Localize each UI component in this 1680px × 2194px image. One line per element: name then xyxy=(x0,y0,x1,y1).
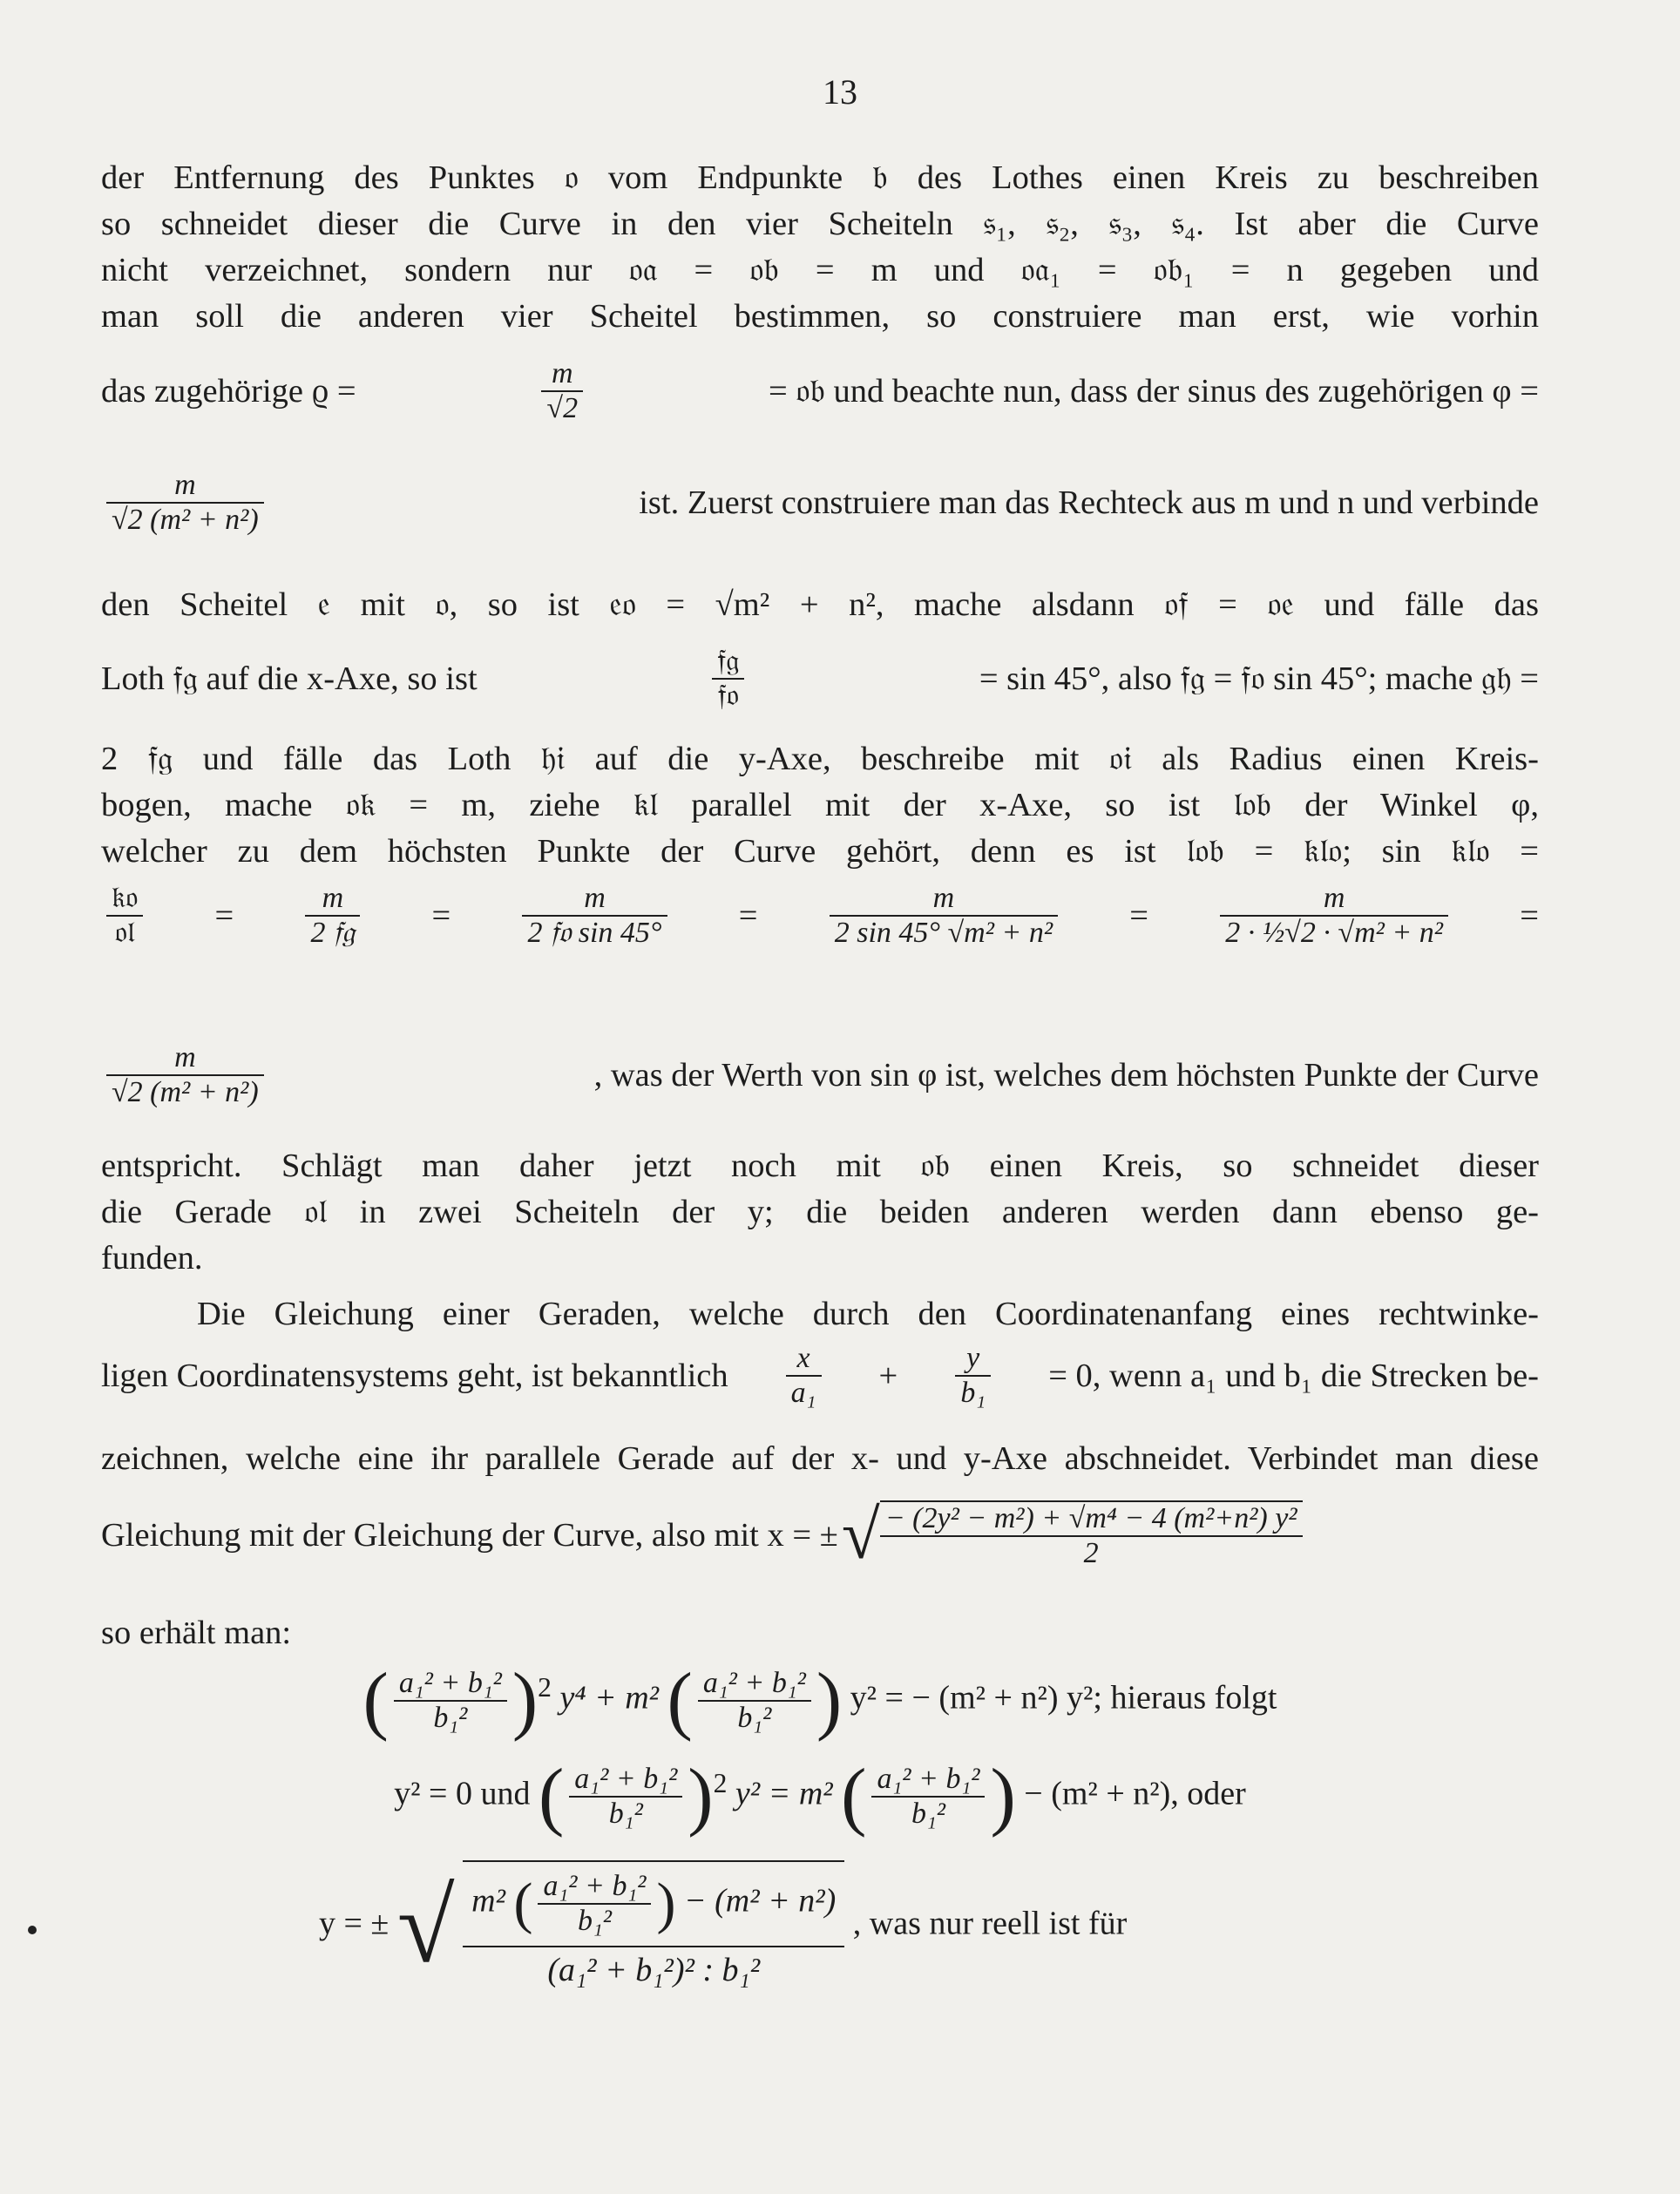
fraction: $\frac{x}{\text{a₁}}$ xyxy=(786,1342,822,1410)
fraction-chain: $\frac{\text{𝔨𝔬}}{\text{𝔬𝔩}}$ = $\frac{m}{\text{2 𝔣𝔤}}$ = $\frac{m}{\text{2 𝔣𝔬 sin 45°}}$ = $\frac{m}{\text{2 sin 45° √m² + n²}}$ = $\frac{m}{\text{2 · ½√2 · √m² + n²}}$ = xyxy=(101,882,1539,950)
text-line-sinus: $\frac{m}{\text{√2 (m² + n²)}}$ ist. Zuerst construiere man das Rechteck aus m und n und verbinde xyxy=(101,469,1539,537)
fraction: $\frac{\text{a₁² + b₁²}}{\text{b₁²}}$ xyxy=(569,1763,682,1831)
paragraph-1 xyxy=(101,155,1539,340)
text-line-7: den Scheitel 𝔢 mit 𝔬, so ist 𝔢𝔬 = √m² + n², mache alsdann 𝔬𝔣 = 𝔬𝔢 und fälle das xyxy=(101,586,1539,623)
fraction: $\frac{m}{\text{√2 (m² + n²)}}$ xyxy=(106,1041,264,1109)
text-line-erhaelt: so erhält man: xyxy=(101,1615,292,1651)
text-line-rho: das zugehörige ϱ = $\frac{m}{√2}$ = 𝔬𝔟 und beachte nun, dass der sinus des zugehörigen φ = xyxy=(101,357,1539,424)
paragraph-2: Die Gleichung einer Geraden, welche durch den Coordinatenanfang eines rechtwinke- xyxy=(197,1296,1539,1332)
text-line-gerade: ligen Coordinatensystems geht, ist bekanntlich $\frac{x}{\text{a₁}}$ + $\frac{y}{\text{b₁}}$ = 0, wenn a₁ und b₁ die Strecken be- xyxy=(101,1342,1539,1409)
text-line: der Entfernung des Punktes 𝔬 vom Endpunkte 𝔟 des Lothes einen Kreis zu beschreiben xyxy=(101,159,1539,196)
fraction: $\frac{\text{a₁² + b₁²}}{\text{b₁²}}$ xyxy=(394,1667,507,1735)
fraction: $\frac{\text{a₁² + b₁²}}{\text{b₁²}}$ xyxy=(871,1763,985,1831)
paragraph-1-end: entspricht. Schlägt man daher jetzt noch mit 𝔬𝔟 einen Kreis, so schneidet dieser die Gerade 𝔬𝔩 in zwei Scheiteln der y; die beiden anderen werden dann ebenso ge- funden. xyxy=(101,1148,1539,1276)
equation-1: ( $\frac{\text{a₁² + b₁²}}{\text{b₁²}}$ )$^2$ y⁴ + m² ( $\frac{\text{a₁² + b₁²}}{\text{b₁²}}$ ) y² = − (m² + n²) y²; hieraus folgt xyxy=(362,1658,1277,1743)
page-number: 13 xyxy=(823,72,857,112)
text-line-loth: Loth 𝔣𝔤 auf die x-Axe, so ist $\frac{\text{𝔣𝔤}}{\text{𝔣𝔬}}$ = sin 45°, also 𝔣𝔤 = 𝔣𝔬 sin 45°; mache 𝔤𝔥 = xyxy=(101,645,1539,712)
paragraph-1-cont: 2 𝔣𝔤 und fälle das Loth 𝔥𝔦 auf die y-Axe, beschreibe mit 𝔬𝔦 als Radius einen Kreis- bogen, mache 𝔬𝔨 = m, ziehe 𝔨𝔩 parallel mit der x-Axe, so ist 𝔩𝔬𝔟 der Winkel φ, welcher zu dem höchsten Punkte der Curve gehört, denn es ist 𝔩𝔬𝔟 = 𝔨𝔩𝔬; sin 𝔨𝔩𝔬 = xyxy=(101,741,1539,870)
text-line: man soll die anderen vier Scheitel bestimmen, so construiere man erst, wie vorhin xyxy=(101,298,1539,335)
text-line-zeichnen: zeichnen, welche eine ihr parallele Gerade auf der x- und y-Axe abschneidet. Verbindet man diese xyxy=(101,1440,1539,1477)
sqrt-sign: √ xyxy=(841,1497,880,1574)
text-line-werth: $\frac{m}{\text{√2 (m² + n²)}}$ , was der Werth von sin φ ist, welches dem höchsten Punkte der Curve xyxy=(101,1041,1539,1109)
fraction: $\frac{m}{\text{2 · ½√2 · √m² + n²}}$ xyxy=(1220,882,1448,950)
fraction: $\frac{y}{\text{b₁}}$ xyxy=(955,1342,991,1410)
equation-3: y = ± √ m² ( $\frac{\text{a₁² + b₁²}}{\text{b₁²}}$ ) − (m² + n²) (a₁² + b₁²)² : b₁² , was nur reell ist für xyxy=(101,1860,1539,1993)
fraction: $\frac{\text{− (2y² − m²) + √m⁴ − 4 (m²+n²) y²}}{2}$ xyxy=(880,1500,1303,1570)
text-line-curve: Gleichung mit der Gleichung der Curve, also mit x = ± √ $\frac{\text{− (2y² − m²) + √m⁴ − 4 (m²+n²) y²}}{2}$ xyxy=(101,1500,1539,1570)
fraction: $\frac{m}{\text{2 𝔣𝔬 sin 45°}}$ xyxy=(522,882,667,950)
equation-2: y² = 0 und ( $\frac{\text{a₁² + b₁²}}{\text{b₁²}}$ )$^2$ y² = m² ( $\frac{\text{a₁² + b₁²}}{\text{b₁²}}$ ) − (m² + n²), oder xyxy=(394,1754,1246,1838)
fraction: $\frac{m}{\text{2 sin 45° √m² + n²}}$ xyxy=(830,882,1058,950)
fraction: $\frac{\text{a₁² + b₁²}}{\text{b₁²}}$ xyxy=(698,1667,811,1735)
fraction: $\frac{\text{𝔨𝔬}}{\text{𝔬𝔩}}$ xyxy=(106,882,143,950)
text-line: so schneidet dieser die Curve in den vier Scheiteln 𝔰₁, 𝔰₂, 𝔰₃, 𝔰₄. Ist aber die Curve xyxy=(101,206,1539,242)
fraction: $\frac{\text{𝔣𝔤}}{\text{𝔣𝔬}}$ xyxy=(712,645,744,713)
text-line: nicht verzeichnet, sondern nur 𝔬𝔞 = 𝔬𝔟 = m und 𝔬𝔞₁ = 𝔬𝔟₁ = n gegeben und xyxy=(101,252,1539,288)
fraction: $\frac{m}{√2}$ xyxy=(541,357,583,425)
sqrt-sign: √ xyxy=(396,1868,455,1984)
fraction: $\frac{m}{\text{2 𝔣𝔤}}$ xyxy=(305,882,360,950)
fraction: $\frac{m}{\text{√2 (m² + n²)}}$ xyxy=(106,469,264,537)
margin-dot xyxy=(28,1926,37,1934)
root-fraction: m² ( $\frac{\text{a₁² + b₁²}}{\text{b₁²}}$ ) − (m² + n²) (a₁² + b₁²)² : b₁² xyxy=(463,1860,844,1993)
